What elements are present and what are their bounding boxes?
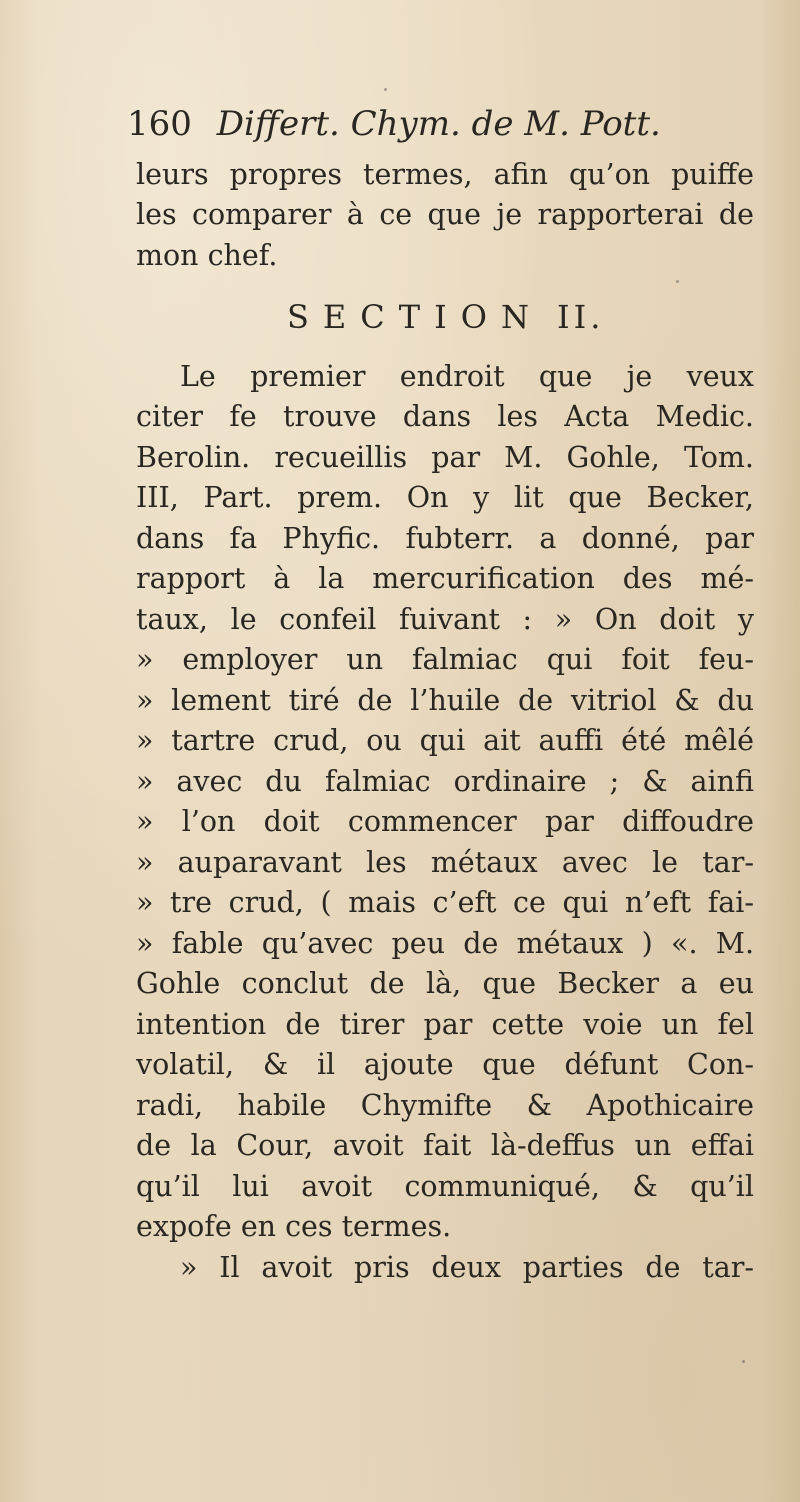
text-line: radi, habile Chymifte & Apothicaire (136, 1089, 754, 1122)
text-line: » auparavant les métaux avec le tar- (136, 846, 754, 879)
running-head (127, 102, 661, 146)
text-line: » Il avoit pris deux parties de tar- (180, 1251, 754, 1284)
text-line: » lement tiré de l’huile de vitriol & du (136, 684, 754, 717)
text-line: Le premier endroit que je veux (180, 360, 754, 393)
text-line: taux, le confeil fuivant : » On doit y (136, 603, 754, 636)
section-number: II. (556, 298, 605, 336)
text-line: intention de tirer par cette voie un fel (136, 1008, 754, 1041)
text-line: Berolin. recueillis par M. Gohle, Tom. (136, 441, 754, 474)
running-title: Differt. Chym. de M. Pott. (216, 104, 661, 144)
text-line: » fable qu’avec peu de métaux ) «. M. (136, 927, 754, 960)
text-line: Gohle conclut de là, que Becker a eu (136, 967, 754, 1000)
text-line: mon chef. (136, 239, 278, 272)
text-line: » avec du falmiac ordinaire ; & ainfi (136, 765, 754, 798)
paper-speck (742, 1360, 745, 1363)
text-line: leurs propres termes, afin qu’on puiffe (136, 158, 754, 191)
paper-speck (384, 88, 387, 91)
text-line: » tartre crud, ou qui ait auffi été mêlé (136, 724, 754, 757)
text-line: » employer un falmiac qui foit feu- (136, 643, 754, 676)
text-line: » l’on doit commencer par diffoudre (136, 805, 754, 838)
text-line: citer fe trouve dans les Acta Medic. (136, 400, 754, 433)
text-line: dans fa Phyfic. fubterr. a donné, par (136, 522, 754, 555)
text-line: expofe en ces termes. (136, 1210, 452, 1243)
text-line: volatil, & il ajoute que défunt Con- (136, 1048, 754, 1081)
section-heading (287, 296, 604, 338)
paper-speck (676, 280, 679, 283)
section-word: SECTION (287, 298, 543, 336)
text-line: rapport à la mercurification des mé- (136, 562, 754, 595)
text-line: III, Part. prem. On y lit que Becker, (136, 481, 754, 514)
text-line: les comparer à ce que je rapporterai de (136, 198, 754, 231)
page-number: 160 (127, 104, 192, 144)
text-line: » tre crud, ( mais c’eft ce qui n’eft fai- (136, 886, 754, 919)
text-line: qu’il lui avoit communiqué, & qu’il (136, 1170, 754, 1203)
text-line: de la Cour, avoit fait là-deffus un effai (136, 1129, 754, 1162)
